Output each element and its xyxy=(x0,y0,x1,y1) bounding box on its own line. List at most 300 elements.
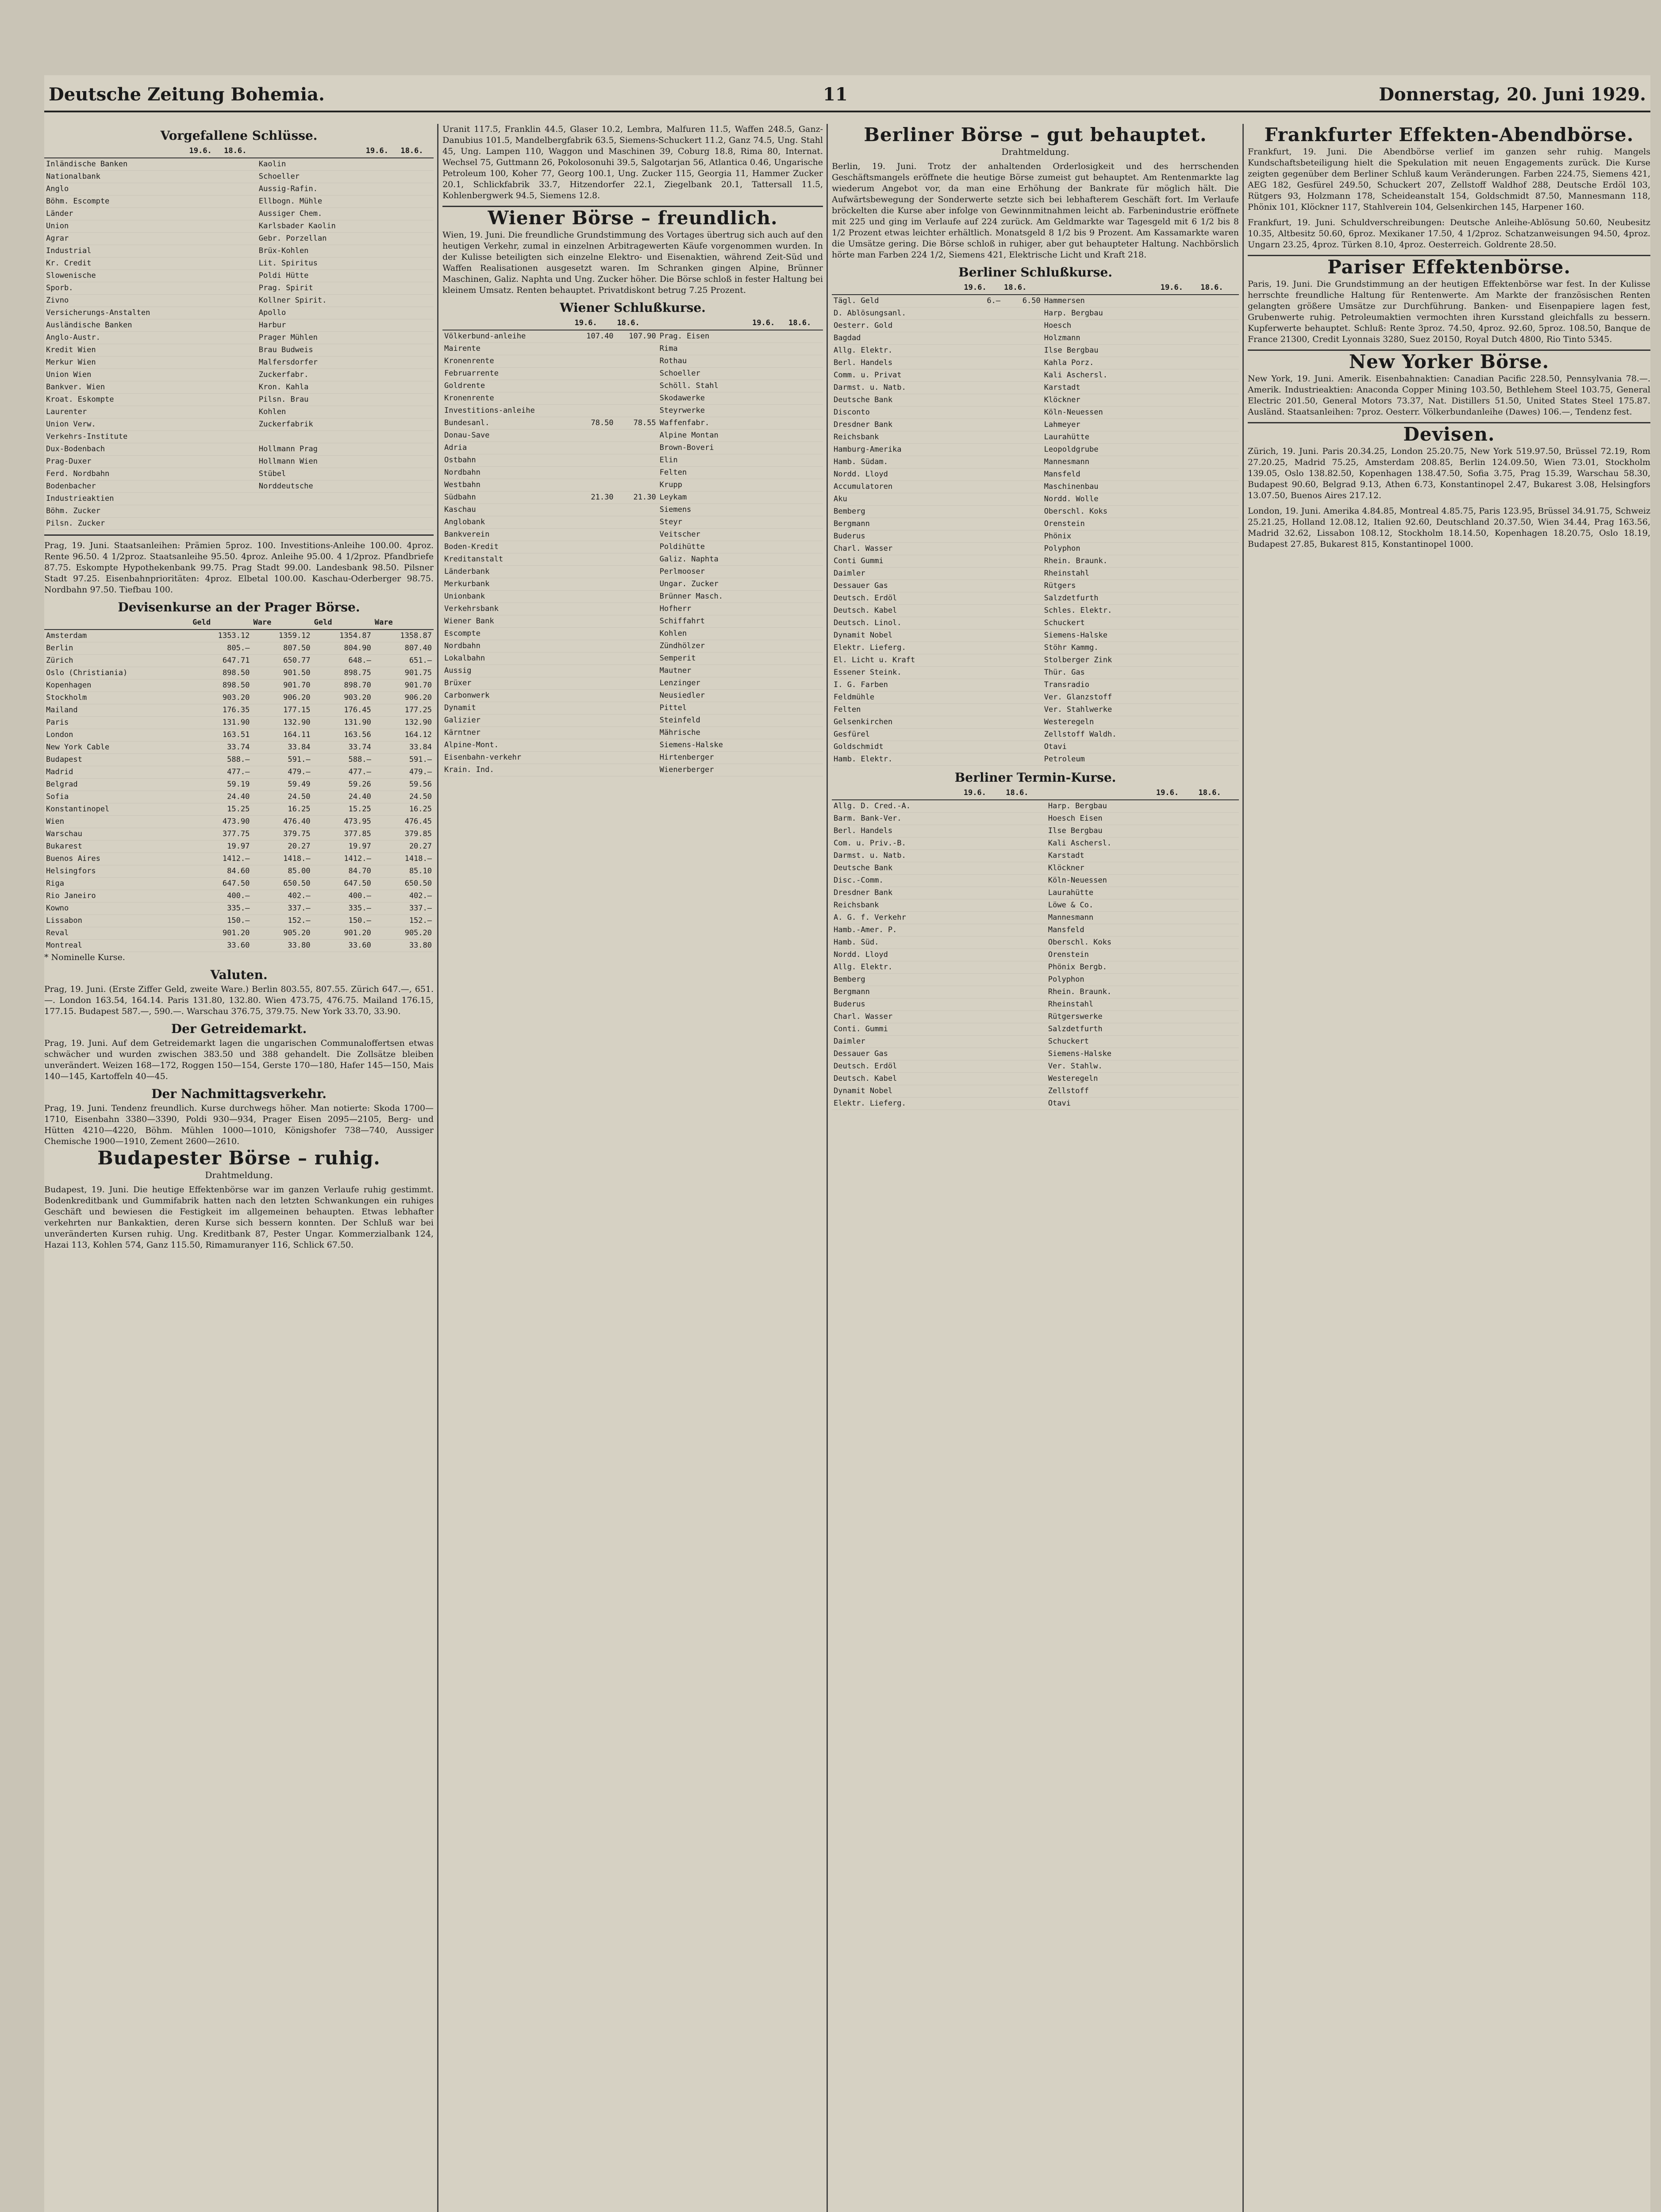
table-cell: Westeregeln xyxy=(1042,716,1159,729)
table-cell: Disc.-Comm. xyxy=(832,875,962,887)
table-cell xyxy=(1159,506,1199,518)
table-cell xyxy=(1002,382,1042,394)
table-cell: 131.90 xyxy=(312,717,373,729)
table-row xyxy=(442,467,823,479)
table-cell: 473.90 xyxy=(191,816,251,828)
table-cell xyxy=(1159,716,1199,729)
table-cell: Steyr xyxy=(658,516,750,529)
table-cell: 132.90 xyxy=(373,717,434,729)
table-cell xyxy=(1002,469,1042,481)
table-cell xyxy=(187,406,222,419)
table-row xyxy=(44,927,434,940)
table-cell xyxy=(1196,850,1239,862)
table-cell: Ver. Stahlwerke xyxy=(1042,704,1159,716)
table-row xyxy=(832,382,1239,394)
table-cell: Nordbahn xyxy=(442,467,573,479)
table-cell: Riga xyxy=(44,878,191,890)
table-cell: Montreal xyxy=(44,940,191,952)
table-cell: Dessauer Gas xyxy=(832,580,962,592)
table-row xyxy=(442,368,823,380)
table-cell: Carbonwerk xyxy=(442,690,573,702)
table-cell xyxy=(750,467,787,479)
table-cell xyxy=(573,665,615,677)
table-cell: Mansfeld xyxy=(1046,924,1154,937)
table-cell xyxy=(364,158,399,171)
table-cell xyxy=(1199,394,1239,407)
table-cell: Brüxer xyxy=(442,677,573,690)
table-cell xyxy=(962,1073,1004,1085)
column-header: 19.6. xyxy=(962,787,1004,800)
table-cell: 1358.87 xyxy=(373,630,434,642)
table-cell xyxy=(1002,753,1042,766)
table-cell xyxy=(399,344,434,357)
table-cell xyxy=(1199,654,1239,667)
table-cell xyxy=(364,257,399,270)
table-cell: Helsingfors xyxy=(44,865,191,878)
table-row xyxy=(442,640,823,653)
table-cell xyxy=(364,419,399,431)
issue-date: Donnerstag, 20. Juni 1929. xyxy=(1379,84,1646,105)
table-cell: Adria xyxy=(442,442,573,454)
table-row xyxy=(832,617,1239,630)
table-cell xyxy=(962,679,1002,691)
table-cell: Thür. Gas xyxy=(1042,667,1159,679)
table-cell xyxy=(962,899,1004,912)
table-cell: 400.— xyxy=(312,890,373,902)
table-cell xyxy=(573,752,615,764)
table-cell xyxy=(962,592,1002,605)
table-cell: Kr. Credit xyxy=(44,257,187,270)
table-cell xyxy=(573,739,615,752)
table-cell xyxy=(615,467,658,479)
table-cell xyxy=(222,381,257,394)
table-cell xyxy=(962,617,1002,630)
table-cell xyxy=(1199,568,1239,580)
table-cell xyxy=(787,702,823,714)
table-cell: Schuckert xyxy=(1042,617,1159,630)
table-cell xyxy=(364,245,399,257)
table-cell xyxy=(364,220,399,233)
valuten-text: Prag, 19. Juni. (Erste Ziffer Geld, zweite Ware.) Berlin 803.55, 807.55. Zürich 647.—, 651.—. London 163.54, 164.14. Paris 131.80, 132.80. Wien 473.75, 476.75. Mailand 176.15, 177.15. Budapest 587.—, 590.—. Warschau 376.75, 379.75. New York 33.70, 33.90. xyxy=(44,984,434,1016)
table-cell xyxy=(1002,580,1042,592)
table-cell xyxy=(222,196,257,208)
table-cell xyxy=(1154,1085,1197,1098)
table-cell xyxy=(787,442,823,454)
table-cell xyxy=(750,492,787,504)
table-cell: 650.50 xyxy=(251,878,312,890)
table-cell: Semperit xyxy=(658,653,750,665)
table-cell: Lissabon xyxy=(44,915,191,927)
table-cell xyxy=(1004,800,1046,813)
table-cell: Harbur xyxy=(257,319,364,332)
table-row xyxy=(442,566,823,578)
table-row xyxy=(832,506,1239,518)
table-row xyxy=(442,330,823,343)
table-row xyxy=(442,392,823,405)
table-cell xyxy=(615,603,658,615)
table-cell xyxy=(962,1048,1004,1060)
table-row xyxy=(832,493,1239,506)
table-cell xyxy=(750,640,787,653)
table-cell: Reval xyxy=(44,927,191,940)
table-cell xyxy=(399,443,434,456)
table-cell xyxy=(1159,419,1199,431)
table-cell xyxy=(615,380,658,392)
table-cell xyxy=(1159,320,1199,332)
table-cell xyxy=(573,405,615,417)
table-cell xyxy=(257,518,364,530)
table-cell xyxy=(1002,369,1042,382)
table-cell xyxy=(1159,729,1199,741)
section-title-budapest: Budapester Börse – ruhig. xyxy=(97,1147,381,1169)
table-cell xyxy=(1159,307,1199,320)
table-row xyxy=(832,1085,1239,1098)
table-cell: 901.70 xyxy=(373,680,434,692)
table-row xyxy=(832,998,1239,1011)
table-cell: Hofherr xyxy=(658,603,750,615)
table-cell: Anglo xyxy=(44,183,187,196)
table-cell xyxy=(187,245,222,257)
table-cell xyxy=(750,752,787,764)
table-cell xyxy=(750,653,787,665)
table-cell xyxy=(1196,961,1239,974)
table-cell: 903.20 xyxy=(312,692,373,704)
table-cell: Kali Aschersl. xyxy=(1042,369,1159,382)
table-cell xyxy=(1196,974,1239,986)
table-cell: Steinfeld xyxy=(658,714,750,727)
table-cell xyxy=(1159,456,1199,469)
table-cell: Buderus xyxy=(832,530,962,543)
table-cell xyxy=(615,566,658,578)
table-row xyxy=(44,171,434,183)
table-cell xyxy=(1196,998,1239,1011)
table-cell: Elektr. Lieferg. xyxy=(832,642,962,654)
table-cell: 20.27 xyxy=(251,841,312,853)
table-cell xyxy=(1159,382,1199,394)
table-cell: Wiener Bank xyxy=(442,615,573,628)
table-cell: Poldi Hütte xyxy=(257,270,364,282)
table-cell xyxy=(787,640,823,653)
frankfurt-text: Frankfurt, 19. Juni. Die Abendbörse verlief im ganzen sehr ruhig. Mangels Kundschaftsbeteiligung hielt die Spekulation mit neuen Engagements zurück. Die Kurse zeigten gegenüber dem Berliner Schluß kaum Veränderungen. Farben 224.75, Siemens 421, AEG 182, Gesfürel 249.50, Schuckert 207, Zellstoff Waldhof 288, Deutsche Erdöl 103, Rütgers 93, Holzmann 178, Scheideanstalt 154, Goldschmidt 87.50, Mannesmann 118, Phönix 101, Klöckner 117, Stahlverein 104, Gelsenkirchen 145, Harpener 160. xyxy=(1248,147,1650,212)
table-cell xyxy=(1002,419,1042,431)
table-cell: 479.— xyxy=(251,766,312,779)
table-cell xyxy=(615,702,658,714)
table-cell xyxy=(962,741,1002,753)
table-row xyxy=(442,752,823,764)
table-cell xyxy=(1002,617,1042,630)
table-cell xyxy=(787,516,823,529)
table-row xyxy=(44,791,434,803)
table-cell: Kroat. Eskompte xyxy=(44,394,187,406)
table-cell: 807.50 xyxy=(251,642,312,655)
table-cell: 164.11 xyxy=(251,729,312,741)
table-cell xyxy=(1199,530,1239,543)
devisen-text: Zürich, 19. Juni. Paris 20.34.25, London 25.20.75, New York 519.97.50, Brüssel 72.19, Rom 27.20.25, Madrid 75.25, Amsterdam 208.85, Berlin 124.09.50, Wien 73.01, Stockholm 139.05, Oslo 138.82.50, Kopenhagen 138.47.50, Sofia 3.75, Prag 15.39, Warschau 58.30, Budapest 90.60, Belgrad 9.13, Athen 6.73, Konstantinopel 2.47, Bukarest 3.08, Helsingfors 13.07.50, Buenos Aires 217.12. xyxy=(1248,446,1650,500)
table-cell: Bemberg xyxy=(832,506,962,518)
section-title-newyork: New Yorker Börse. xyxy=(1349,351,1549,373)
table-cell: 163.51 xyxy=(191,729,251,741)
table-cell: 15.25 xyxy=(312,803,373,816)
table-cell: Gesfürel xyxy=(832,729,962,741)
table-row xyxy=(442,653,823,665)
table-cell xyxy=(573,430,615,442)
section-title-wiener: Wiener Börse – freundlich. xyxy=(488,207,778,229)
table-cell xyxy=(399,158,434,171)
table-row xyxy=(44,505,434,518)
vorgefallene-table xyxy=(44,145,434,530)
table-row xyxy=(442,529,823,541)
table-row xyxy=(442,454,823,467)
table-cell: El. Licht u. Kraft xyxy=(832,654,962,667)
kurse-text: Uranit 117.5, Franklin 44.5, Glaser 10.2, Lembra, Malfuren 11.5, Waffen 248.5, Ganz-Danubius 101.5, Mandelbergfabrik 63.5, Siemens-Schuckert 11.2, Ganz 74.5, Ung. Stahl 45, Ung. Lampen 110, Waggon und Maschinen 39, Coburg 18.8, Rima 80, Internat. Wechsel 75, Guttmann 26, Pokolosonuhi 39.5, Salgotarjan 56, Atlantica 0.46, Ungarische Petroleum 100, Koher 77, Georg 100.1, Ung. Zucker 115, Georgia 11, Hammer Zucker 20.1, Schlickfabrik 33.7, Hitzendorfer 22.1, Ziegelbank 20.1, Tattersall 11.5, Kohlenbergwerk 94.5, Siemens 12.8. xyxy=(442,124,823,200)
table-cell xyxy=(1154,974,1197,986)
table-cell: Madrid xyxy=(44,766,191,779)
table-cell xyxy=(573,714,615,727)
table-cell xyxy=(222,220,257,233)
table-cell: D. Ablösungsanl. xyxy=(832,307,962,320)
table-cell xyxy=(364,171,399,183)
table-cell xyxy=(962,481,1002,493)
table-cell xyxy=(750,343,787,355)
table-cell: Norddeutsche xyxy=(257,480,364,493)
table-row xyxy=(832,691,1239,704)
table-cell xyxy=(222,493,257,505)
table-cell xyxy=(1159,530,1199,543)
table-cell xyxy=(364,505,399,518)
table-cell xyxy=(1159,630,1199,642)
table-cell xyxy=(399,183,434,196)
table-cell: 591.— xyxy=(251,754,312,766)
column-header: Ware xyxy=(373,616,434,630)
table-cell xyxy=(399,406,434,419)
table-cell xyxy=(222,183,257,196)
table-cell: Februarrente xyxy=(442,368,573,380)
table-cell: Brüx-Kohlen xyxy=(257,245,364,257)
frankfurt-text-2: Frankfurt, 19. Juni. Schuldverschreibungen: Deutsche Anleihe-Ablösung 50.60, Neubesitz 10.35, Altbesitz 50.60, 6proz. Mexikaner 17.50, 4 1/2proz. Schatzanweisungen 94.50, 4proz. Ungarn 23.25, 4proz. Türken 8.10, 4proz. Oesterreich. Goldrente 28.50. xyxy=(1248,218,1650,250)
table-cell xyxy=(1004,1073,1046,1085)
table-cell xyxy=(573,640,615,653)
section-title-berliner: Berliner Börse – gut behauptet. xyxy=(864,124,1207,146)
table-cell xyxy=(399,431,434,443)
table-cell xyxy=(1154,862,1197,875)
table-cell: Felten xyxy=(832,704,962,716)
table-cell xyxy=(573,467,615,479)
table-cell: Prag. Eisen xyxy=(658,330,750,343)
table-cell: Skodawerke xyxy=(658,392,750,405)
table-cell: Reichsbank xyxy=(832,431,962,444)
table-cell: Harp. Bergbau xyxy=(1042,307,1159,320)
table-cell xyxy=(787,653,823,665)
table-cell: Laurenter xyxy=(44,406,187,419)
table-cell xyxy=(787,553,823,566)
table-row xyxy=(44,183,434,196)
table-row xyxy=(832,729,1239,741)
table-cell xyxy=(399,468,434,480)
table-cell: 400.— xyxy=(191,890,251,902)
table-cell xyxy=(1002,481,1042,493)
table-cell xyxy=(962,716,1002,729)
table-cell: Prager Mühlen xyxy=(257,332,364,344)
table-cell: Ungar. Zucker xyxy=(658,578,750,591)
table-cell xyxy=(1154,998,1197,1011)
table-cell: Steyrwerke xyxy=(658,405,750,417)
table-row xyxy=(832,592,1239,605)
table-row xyxy=(832,555,1239,568)
table-cell xyxy=(1199,444,1239,456)
table-row xyxy=(44,518,434,530)
table-row xyxy=(44,220,434,233)
table-cell: Unionbank xyxy=(442,591,573,603)
table-cell xyxy=(1004,813,1046,825)
section-title-devisen-prag: Devisenkurse an der Prager Börse. xyxy=(118,600,360,614)
table-cell xyxy=(222,505,257,518)
table-row xyxy=(832,332,1239,345)
column-header: Ware xyxy=(251,616,312,630)
table-cell xyxy=(1002,345,1042,357)
table-cell xyxy=(1199,555,1239,568)
table-cell xyxy=(399,220,434,233)
table-cell: Salzdetfurth xyxy=(1046,1023,1154,1036)
table-cell: 588.— xyxy=(191,754,251,766)
table-cell: Dynamit Nobel xyxy=(832,630,962,642)
table-cell: Länderbank xyxy=(442,566,573,578)
table-cell xyxy=(1002,543,1042,555)
table-row xyxy=(44,406,434,419)
table-cell xyxy=(364,369,399,381)
table-cell: 476.45 xyxy=(373,816,434,828)
table-cell xyxy=(1159,431,1199,444)
table-cell: Kollner Spirit. xyxy=(257,295,364,307)
table-cell xyxy=(1196,912,1239,924)
table-cell xyxy=(364,357,399,369)
table-row xyxy=(832,837,1239,850)
table-cell xyxy=(750,330,787,343)
table-row xyxy=(44,480,434,493)
table-cell xyxy=(750,714,787,727)
table-cell xyxy=(787,392,823,405)
column-4 xyxy=(1248,124,1650,2212)
table-cell: Nordbahn xyxy=(442,640,573,653)
table-cell xyxy=(750,355,787,368)
table-cell xyxy=(573,380,615,392)
table-cell: Ellbogn. Mühle xyxy=(257,196,364,208)
table-row xyxy=(832,813,1239,825)
column-header xyxy=(44,145,187,158)
table-cell xyxy=(1199,605,1239,617)
table-cell: 59.56 xyxy=(373,779,434,791)
table-cell: Hollmann Wien xyxy=(257,456,364,468)
table-cell xyxy=(364,493,399,505)
table-cell xyxy=(1002,555,1042,568)
table-cell: Prag. Spirit xyxy=(257,282,364,295)
table-cell xyxy=(222,419,257,431)
table-cell xyxy=(1199,431,1239,444)
table-cell xyxy=(1002,506,1042,518)
table-cell xyxy=(1154,800,1197,813)
table-cell xyxy=(787,566,823,578)
table-cell xyxy=(364,344,399,357)
table-cell xyxy=(1159,667,1199,679)
column-2 xyxy=(442,124,823,2212)
table-cell: Siemens-Halske xyxy=(658,739,750,752)
table-cell: Hoesch Eisen xyxy=(1046,813,1154,825)
column-divider xyxy=(437,124,438,2212)
table-cell xyxy=(615,355,658,368)
table-cell xyxy=(1004,924,1046,937)
table-cell xyxy=(573,677,615,690)
table-cell: 131.90 xyxy=(191,717,251,729)
table-row xyxy=(832,862,1239,875)
table-cell xyxy=(962,444,1002,456)
table-cell xyxy=(1159,704,1199,716)
table-cell xyxy=(962,1023,1004,1036)
table-cell xyxy=(1159,580,1199,592)
column-header: Geld xyxy=(312,616,373,630)
table-cell xyxy=(962,813,1004,825)
table-row xyxy=(44,357,434,369)
table-cell: London xyxy=(44,729,191,741)
column-header: 19.6. xyxy=(1154,787,1197,800)
table-cell xyxy=(750,665,787,677)
table-cell xyxy=(399,493,434,505)
table-cell: Daimler xyxy=(832,1036,962,1048)
table-cell xyxy=(962,382,1002,394)
masthead-left: Deutsche Zeitung Bohemia. xyxy=(49,84,325,105)
table-cell: Kronenrente xyxy=(442,355,573,368)
table-cell xyxy=(222,270,257,282)
table-cell: 402.— xyxy=(251,890,312,902)
table-cell xyxy=(1199,518,1239,530)
table-row xyxy=(832,716,1239,729)
table-cell xyxy=(573,764,615,776)
table-cell: 901.20 xyxy=(191,927,251,940)
table-cell xyxy=(1199,332,1239,345)
table-cell xyxy=(615,516,658,529)
table-cell xyxy=(750,430,787,442)
table-cell xyxy=(222,369,257,381)
table-row xyxy=(442,665,823,677)
table-row xyxy=(442,702,823,714)
table-row xyxy=(44,295,434,307)
table-cell: 402.— xyxy=(373,890,434,902)
table-cell xyxy=(962,924,1004,937)
table-cell xyxy=(787,504,823,516)
table-cell: Malfersdorfer xyxy=(257,357,364,369)
table-cell: 898.75 xyxy=(312,667,373,680)
table-cell xyxy=(962,654,1002,667)
table-cell: 379.75 xyxy=(251,828,312,841)
table-cell: Mährische xyxy=(658,727,750,739)
table-row xyxy=(832,419,1239,431)
table-cell xyxy=(399,381,434,394)
table-cell xyxy=(1002,357,1042,369)
table-cell xyxy=(787,628,823,640)
table-cell: Charl. Wasser xyxy=(832,1011,962,1023)
table-cell xyxy=(1159,444,1199,456)
table-cell: 59.26 xyxy=(312,779,373,791)
table-cell xyxy=(962,431,1002,444)
table-cell: 24.40 xyxy=(312,791,373,803)
table-cell: Brünner Masch. xyxy=(658,591,750,603)
table-row xyxy=(44,754,434,766)
table-cell: Goldrente xyxy=(442,380,573,392)
table-cell xyxy=(187,171,222,183)
table-cell: Kredit Wien xyxy=(44,344,187,357)
table-cell xyxy=(1159,679,1199,691)
table-cell: Deutsch. Kabel xyxy=(832,605,962,617)
table-cell xyxy=(1159,741,1199,753)
table-cell xyxy=(187,419,222,431)
